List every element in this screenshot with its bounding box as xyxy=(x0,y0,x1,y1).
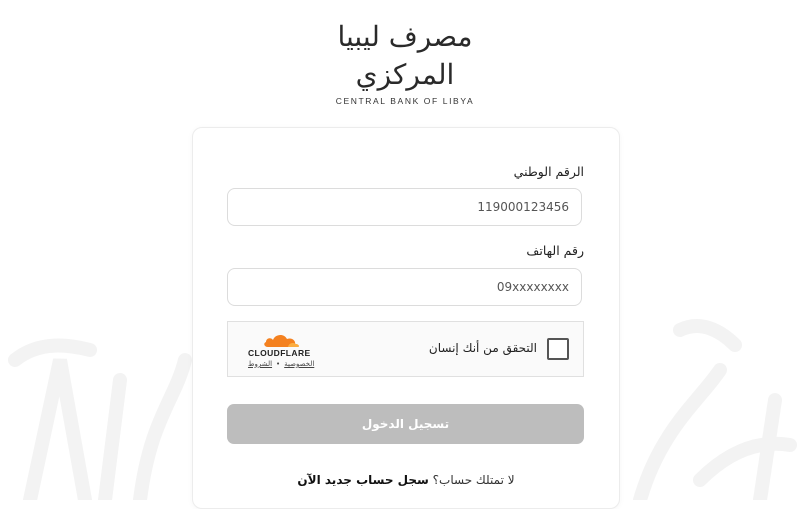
register-question: لا تمتلك حساب؟ xyxy=(432,473,515,487)
national-id-label: الرقم الوطني xyxy=(513,164,584,179)
cloudflare-links xyxy=(248,360,314,368)
privacy-link[interactable]: الخصوصية xyxy=(284,360,315,368)
captcha-checkbox[interactable] xyxy=(547,338,569,360)
logo-arabic-text: مصرف ليبيا المركزي xyxy=(337,20,473,91)
cloud-icon xyxy=(262,332,302,348)
captcha-label: التحقق من أنك إنسان xyxy=(428,341,537,355)
cloudflare-logo xyxy=(248,332,318,372)
login-button[interactable]: تسجيل الدخول xyxy=(227,404,584,444)
central-bank-logo xyxy=(320,18,490,106)
register-link[interactable]: سجل حساب جديد الآن xyxy=(297,473,429,487)
register-prompt xyxy=(193,473,619,487)
cloudflare-wordmark: CLOUDFLARE xyxy=(248,348,311,358)
phone-label: رقم الهاتف xyxy=(526,243,584,258)
national-id-input[interactable] xyxy=(227,188,582,226)
phone-input[interactable] xyxy=(227,268,582,306)
captcha-widget xyxy=(227,321,584,377)
login-card xyxy=(192,127,620,509)
terms-link[interactable]: الشروط xyxy=(248,360,273,368)
links-separator: • xyxy=(276,360,281,368)
logo-english-text: CENTRAL BANK OF LIBYA xyxy=(335,96,475,106)
